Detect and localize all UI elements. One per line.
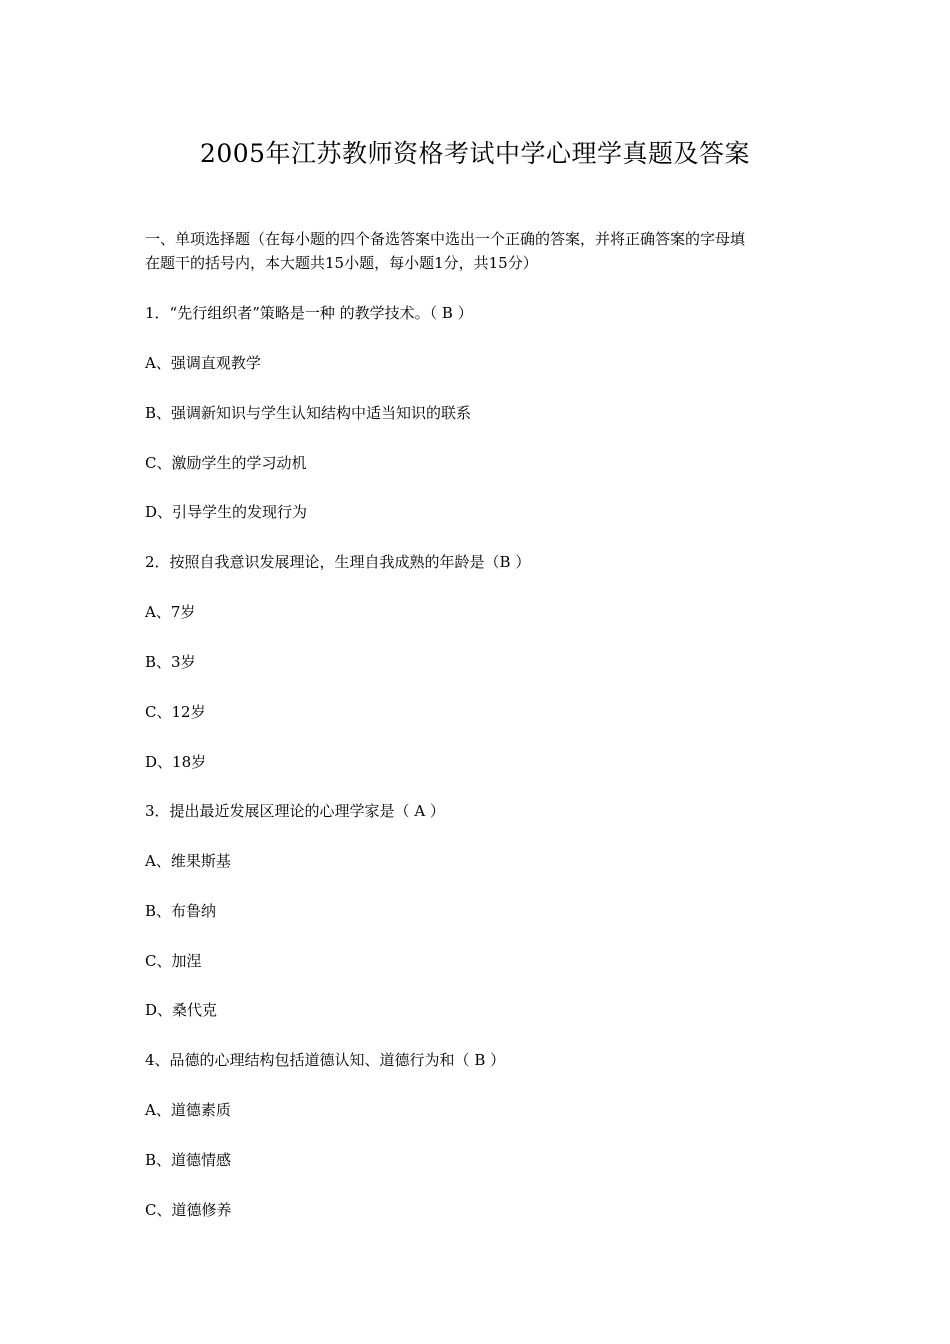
question-1-stem: 1．“先行组织者”策略是一种 的教学技术。（ B ） — [145, 304, 473, 322]
question-3-option-a: A、维果斯基 — [145, 852, 231, 870]
question-2-option-d: D、18岁 — [145, 753, 207, 771]
question-1-option-d: D、引导学生的发现行为 — [145, 503, 308, 521]
section-heading-line-2: 在题干的括号内，本大题共15小题，每小题1分，共15分） — [145, 254, 538, 272]
question-2-option-c: C、12岁 — [145, 703, 206, 721]
question-3-option-b: B、布鲁纳 — [145, 902, 217, 920]
question-2-option-b: B、3岁 — [145, 653, 196, 671]
question-2-option-a: A、7岁 — [145, 603, 196, 621]
question-2-stem: 2．按照自我意识发展理论，生理自我成熟的年龄是（B ） — [145, 553, 531, 571]
question-1-option-b: B、强调新知识与学生认知结构中适当知识的联系 — [145, 404, 472, 422]
question-4-option-a: A、道德素质 — [145, 1101, 231, 1119]
question-1-option-c: C、激励学生的学习动机 — [145, 454, 307, 472]
document-title: 2005年江苏教师资格考试中学心理学真题及答案 — [199, 139, 751, 168]
question-3-stem: 3．提出最近发展区理论的心理学家是（ A ） — [145, 802, 445, 820]
question-4-option-c: C、道德修养 — [145, 1201, 232, 1219]
section-heading-line-1: 一、单项选择题（在每小题的四个备选答案中选出一个正确的答案，并将正确答案的字母填 — [145, 230, 746, 248]
question-4-stem: 4、品德的心理结构包括道德认知、道德行为和（ B ） — [145, 1051, 506, 1069]
question-3-option-d: D、桑代克 — [145, 1001, 218, 1019]
question-1-option-a: A、强调直观教学 — [145, 354, 261, 372]
question-4-option-b: B、道德情感 — [145, 1151, 232, 1169]
question-3-option-c: C、加涅 — [145, 952, 202, 970]
